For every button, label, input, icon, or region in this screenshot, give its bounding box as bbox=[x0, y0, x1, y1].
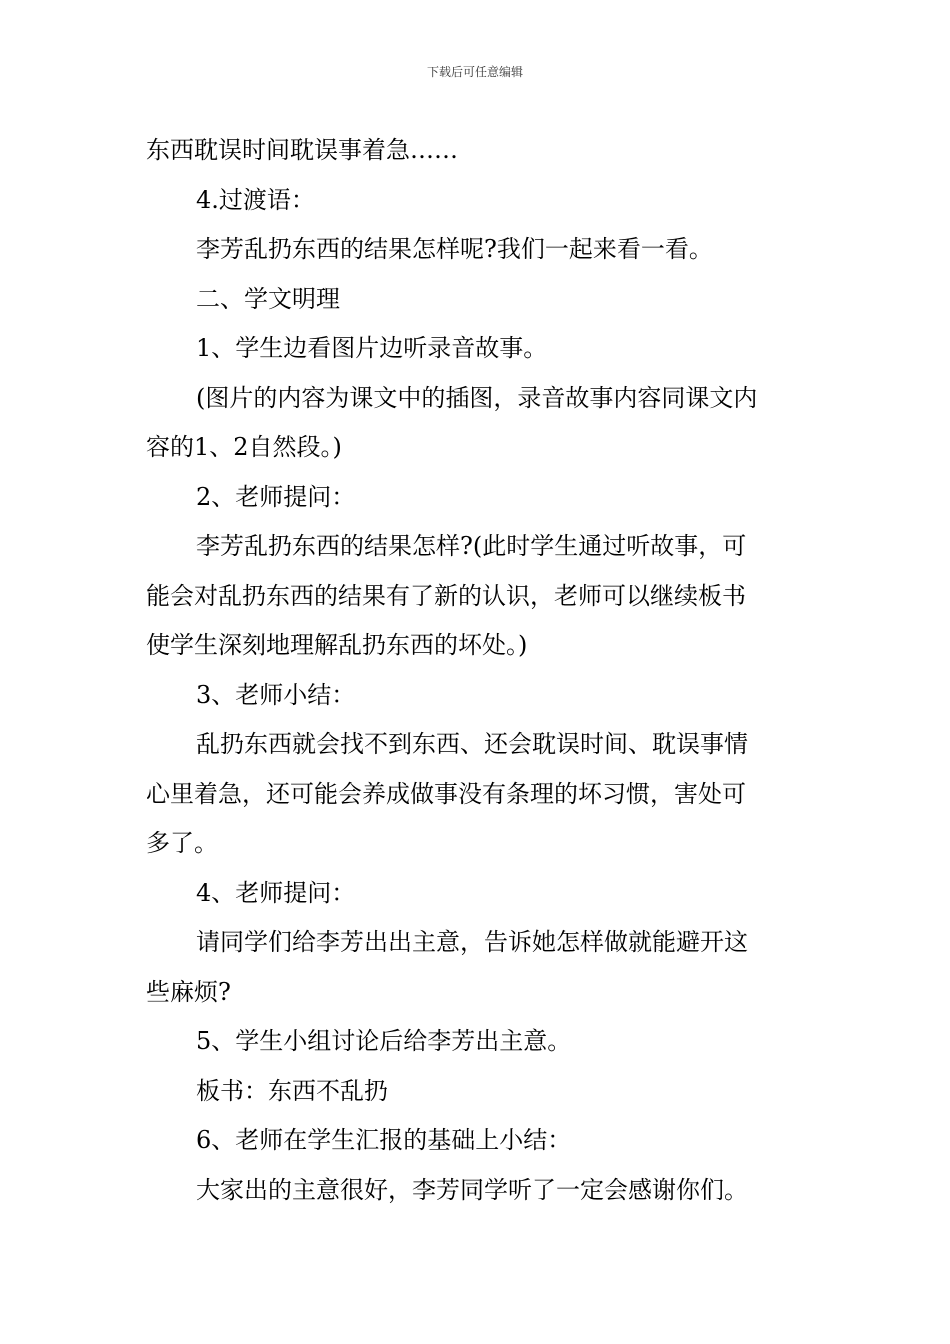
text-line: 多了。 bbox=[146, 829, 218, 857]
text-line: 李芳乱扔东西的结果怎样呢?我们一起来看一看。 bbox=[196, 235, 713, 263]
text-line: 使学生深刻地理解乱扔东西的坏处。) bbox=[146, 631, 528, 659]
text-line: 心里着急，还可能会养成做事没有条理的坏习惯，害处可 bbox=[146, 779, 746, 808]
text-line: 4.过渡语： bbox=[196, 185, 315, 214]
text-line: 请同学们给李芳出出主意，告诉她怎样做就能避开这 bbox=[196, 928, 748, 956]
text-line: 大家出的主意很好，李芳同学听了一定会感谢你们。 bbox=[196, 1175, 748, 1204]
section-heading: 二、学文明理 bbox=[196, 284, 340, 313]
text-line: 2、老师提问： bbox=[196, 482, 356, 511]
text-line: 6、老师在学生汇报的基础上小结： bbox=[196, 1126, 572, 1154]
text-line: (图片的内容为课文中的插图，录音故事内容同课文内 bbox=[196, 383, 758, 412]
page-header: 下载后可任意编辑 bbox=[426, 65, 523, 79]
text-line: 1、学生边看图片边听录音故事。 bbox=[196, 334, 548, 362]
document-body bbox=[146, 126, 808, 1215]
text-line: 些麻烦? bbox=[146, 977, 231, 1006]
text-line: 能会对乱扔东西的结果有了新的认识，老师可以继续板书 bbox=[146, 581, 746, 610]
text-line: 4、老师提问： bbox=[196, 878, 356, 907]
text-line: 乱扔东西就会找不到东西、还会耽误时间、耽误事情 bbox=[196, 730, 748, 758]
text-line: 板书：东西不乱扔 bbox=[196, 1076, 388, 1105]
text-line: 东西耽误时间耽误事着急…… bbox=[146, 136, 458, 164]
text-line: 3、老师小结： bbox=[196, 680, 356, 709]
text-line: 容的1、2自然段。) bbox=[146, 433, 342, 461]
text-line: 5、学生小组讨论后给李芳出主意。 bbox=[196, 1027, 572, 1055]
text-line: 李芳乱扔东西的结果怎样?(此时学生通过听故事，可 bbox=[196, 532, 747, 560]
